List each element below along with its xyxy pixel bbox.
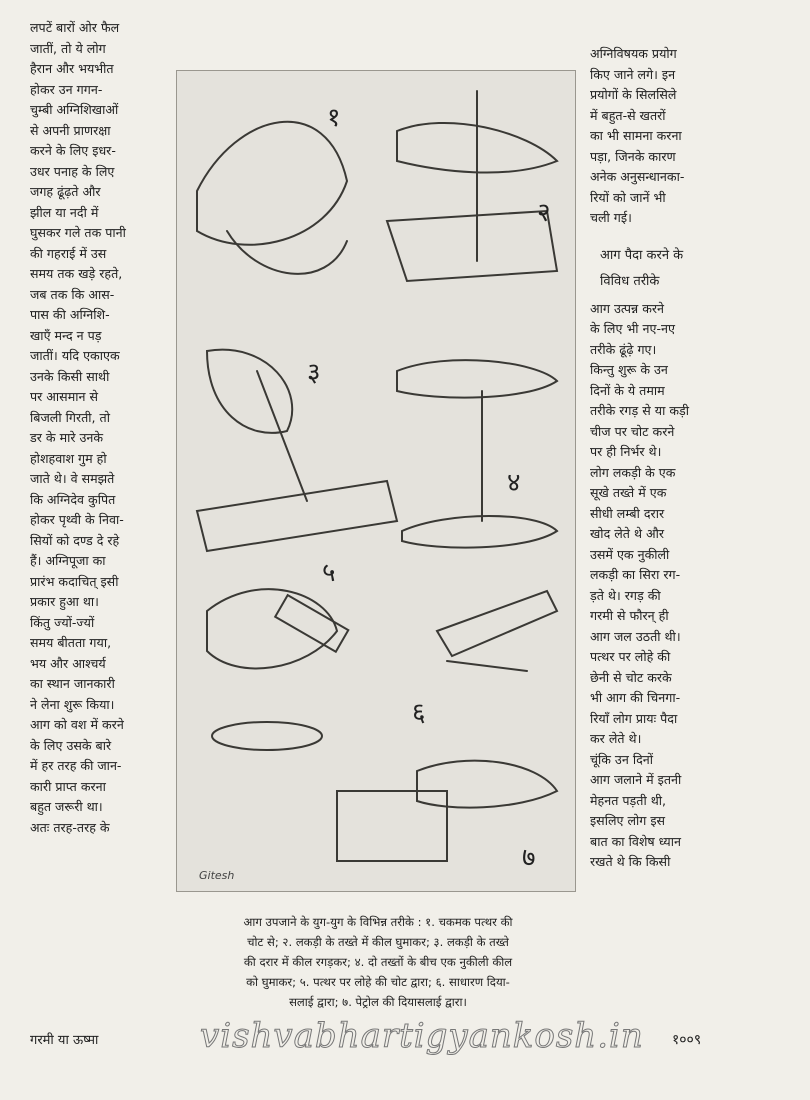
text-line: प्रकार हुआ था। [30,594,99,609]
fire-methods-illustration [176,70,576,892]
hands-sketch-3 [207,350,292,433]
figure-number: ६ [412,698,426,728]
text-line: आग को वश में करने [30,717,124,732]
caption-line: आग उपजाने के युग-युग के विभिन्न तरीके : १. चकमक पत्थर की [243,915,513,929]
hand-sketch-7 [417,761,557,808]
text-line: लकड़ी का सिरा रग- [590,567,681,582]
top-stone-sketch-4 [397,360,557,397]
text-line: में बहुत-से खतरों [590,107,666,123]
text-line: का स्थान जानकारी [30,676,115,691]
text-line: की गहराई में उस [30,245,107,261]
text-line: से अपनी प्राणरक्षा [30,122,111,138]
text-line: खोद लेते थे और [590,526,665,541]
figure-number: ३ [307,358,321,388]
text-line: सीधी लम्बी दरार [590,505,665,521]
text-line: कि अग्निदेव कुपित [30,491,116,507]
text-line: ने लेना शुरू किया। [30,696,115,712]
text-line: कारी प्राप्त करना [30,778,106,794]
text-line: के लिए उसके बारे [30,737,112,753]
text-line: होकर पृथ्वी के निवा- [30,512,124,527]
text-line: रियाँ लोग प्रायः पैदा [590,710,678,726]
figure-number: ७ [522,843,536,873]
match-sketch-6 [447,661,527,671]
text-line: झील या नदी में [30,204,99,220]
caption-line: सलाई द्वारा; ७. पेट्रोल की दियासलाई द्वारा। [289,995,467,1009]
matchbox-sketch-6 [437,591,557,656]
page-number: १००९ [672,1032,702,1048]
text-line: मेहनत पड़ती थी, [590,792,667,808]
text-line: होशहवाश गुम हो [30,450,107,466]
heading-line: विविध तरीके [600,273,660,289]
caption-line: चोट से; २. लकड़ी के तख्ते में कील घुमाकर; ३. लकड़ी के तख्ते [247,935,509,949]
artist-signature: Gitesh [199,869,235,882]
stone-sketch-1 [227,231,347,274]
hand-sketch-1 [197,122,347,245]
caption-line: को घुमाकर; ५. पत्थर पर लोहे की चोट द्वारा; ६. साधारण दिया- [246,975,510,989]
text-line: चीज पर चोट करने [590,423,675,439]
text-line: चुम्बी अग्निशिखाओं [30,102,119,117]
figure-number: २ [537,198,551,228]
text-line: छेनी से चोट करके [590,669,672,685]
text-line: भय और आश्चर्य [30,655,106,671]
text-line: समय तक खड़े रहते, [30,266,123,281]
text-line: खाएँ मन्द न पड़ [30,327,102,343]
figure-caption [176,912,580,1012]
text-line: आग जलाने में इतनी [590,772,682,787]
text-line: हैरान और भयभीत [30,61,114,76]
text-line: दिनों के ये तमाम [590,382,665,398]
bottom-stone-sketch-4 [402,516,557,548]
text-line: पड़ा, जिनके कारण [590,148,676,164]
text-line: अग्निविषयक प्रयोग [590,46,677,61]
text-line: रखते थे कि किसी [590,854,671,869]
figure-number: १ [327,103,341,133]
right-column-bottom-text [590,299,760,873]
text-line: जगह ढूंढ़ते और [30,184,101,199]
lighter-sketch-7 [337,791,447,861]
section-heading [596,243,760,295]
text-line: घुसकर गले तक पानी [30,225,126,240]
figure-number: ५ [322,558,336,588]
text-line: के लिए भी नए-नए [590,321,676,336]
text-line: अतः तरह-तरह के [30,819,110,835]
hand-sketch-5 [207,589,337,668]
caption-line: की दरार में कील रगड़कर; ४. दो तख्तों के बीच एक नुकीली कील [243,955,513,969]
board-sketch-2 [387,211,557,281]
text-line: कर लेते थे। [590,731,642,746]
text-line: इसलिए लोग इस [590,813,666,828]
text-line: किन्तु शुरू के उन [590,362,668,377]
text-line: भी आग की चिनगा- [590,690,681,705]
illustration-svg [177,71,575,891]
text-line: आग जल उठती थी। [590,628,681,644]
text-line: किंतु ज्यों-ज्यों [30,614,95,630]
left-text-column [30,18,172,838]
text-line: में हर तरह की जान- [30,758,122,773]
figure-number: ४ [507,468,521,498]
text-line: चूंकि उन दिनों [590,751,654,767]
text-line: लपटें बारों ओर फैल [30,20,120,35]
text-line: पर आसमान से [30,389,98,404]
text-line: करने के लिए इधर- [30,143,116,158]
right-column-top-text [590,44,760,229]
text-line: चली गई। [590,210,632,225]
text-line: बिजली गिरती, तो [30,409,110,425]
text-line: प्रारंभ कदाचित् इसी [30,573,119,589]
text-line: डर के मारे उनके [30,430,104,445]
text-line: जातीं। यदि एकाएक [30,348,120,363]
text-line: लोग लकड़ी के एक [590,464,676,480]
text-line: जाते थे। वे समझते [30,471,115,486]
text-line: तरीके ढूंढ़े गए। [590,341,657,357]
text-line: समय बीतता गया, [30,635,112,650]
text-line: सियों को दण्ड दे रहे [30,532,120,548]
text-line: गरमी से फौरन् ही [590,608,669,623]
text-line: उसमें एक नुकीली [590,546,670,562]
tinder-box-sketch-5 [212,722,322,750]
text-line: पास की अग्निशि- [30,307,110,322]
stick-sketch-3 [257,371,307,501]
running-title: गरमी या ऊष्मा [30,1033,99,1048]
text-line: बात का विशेष ध्यान [590,833,681,849]
heading-line: आग पैदा करने के [600,247,684,263]
text-line: का भी सामना करना [590,128,682,143]
text-line: तरीके रगड़ से या कड़ी [590,403,690,418]
board-sketch-3 [197,481,397,551]
text-line: प्रयोगों के सिलसिले [590,87,677,102]
text-line: किए जाने लगे। इन [590,66,676,82]
steel-sketch-5 [275,595,348,652]
right-text-column [590,44,760,873]
text-line: उधर पनाह के लिए [30,163,115,179]
text-line: रियों को जानें भी [590,189,666,205]
text-line: उनके किसी साथी [30,368,110,384]
text-line: ड़ते थे। रगड़ की [590,587,661,603]
text-line: आग उत्पन्न करने [590,300,665,316]
text-line: होकर उन गगन- [30,81,103,97]
text-line: बहुत जरूरी था। [30,799,103,814]
text-line: पर ही निर्भर थे। [590,444,662,459]
text-line: सूखे तख्ते में एक [590,485,667,500]
text-line: पत्थर पर लोहे की [590,649,671,664]
watermark-text: vishvabhartigyankosh.in [200,1016,644,1056]
text-line: अनेक अनुसन्धानका- [590,169,685,184]
text-line: जातीं, तो ये लोग [30,40,106,56]
text-line: जब तक कि आस- [30,286,115,302]
text-line: हैं। अग्निपूजा का [30,553,106,568]
